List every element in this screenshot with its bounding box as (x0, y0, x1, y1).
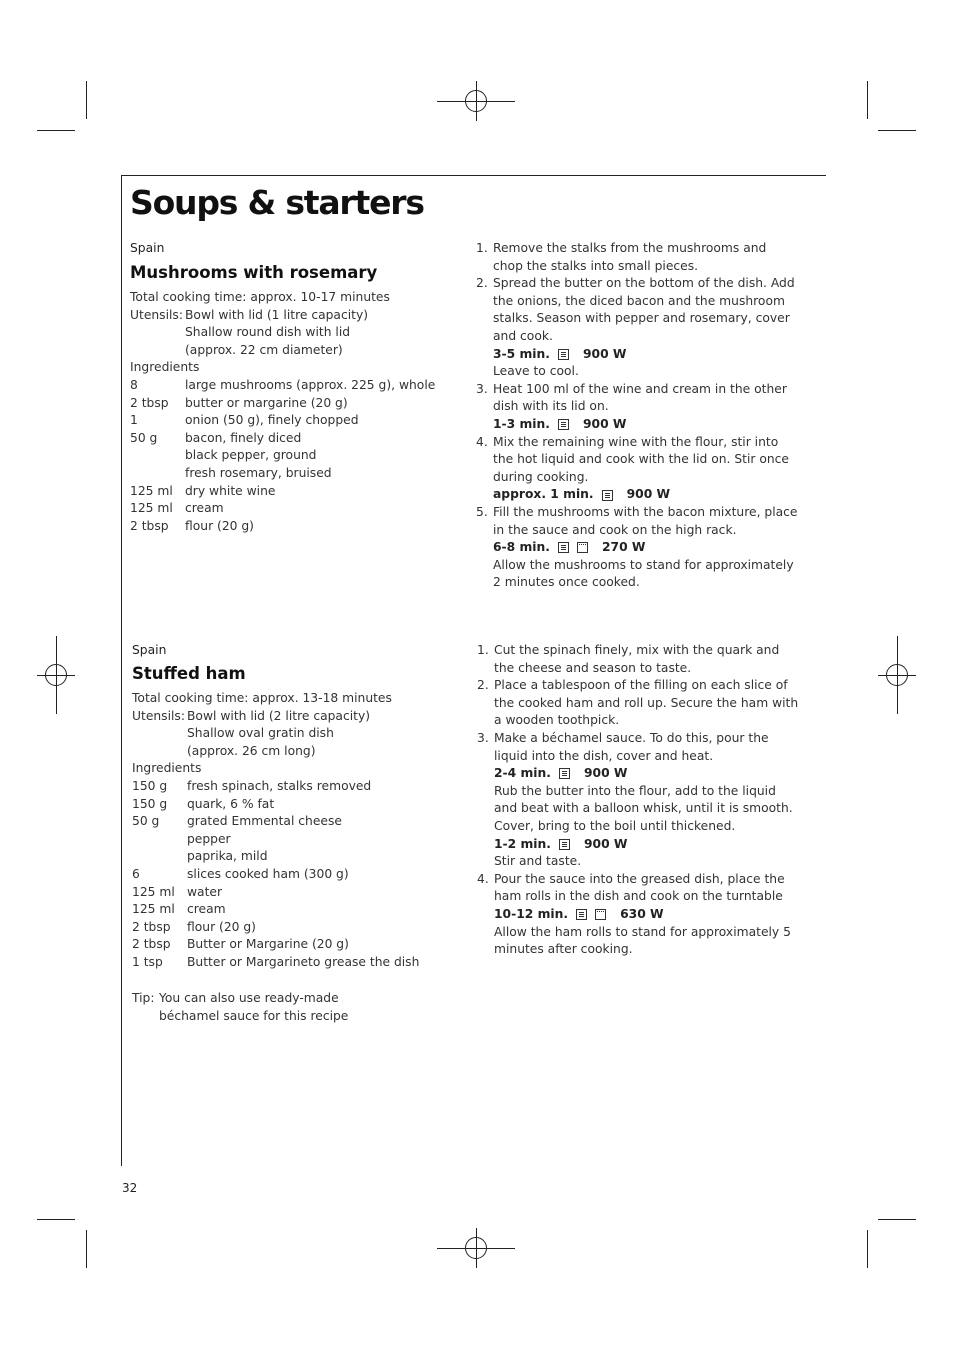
recipe-title: Mushrooms with rosemary (130, 263, 378, 282)
method-step (476, 434, 800, 504)
power-level: 630 W (620, 906, 664, 921)
cook-time: 1-3 min. (493, 416, 550, 431)
power-level: 900 W (583, 766, 628, 781)
step-number: 4. (477, 871, 489, 886)
step-number: 1. (477, 643, 489, 657)
utensil: Bowl with lid (1 litre capacity) (185, 307, 369, 322)
power-level: 900 W (582, 346, 627, 361)
ingredient-row: 150 g quark, 6 % fat (132, 796, 275, 811)
ingredient-row: 50 g grated Emmental cheese (132, 814, 342, 829)
cook-time: 10-12 min. (494, 906, 569, 921)
tip-label: Tip: (132, 991, 155, 1005)
cooking-time: Total cooking time: approx. 10-17 minutes (130, 290, 390, 304)
registration-mark (465, 1237, 487, 1259)
crop-mark (37, 1219, 75, 1220)
step-text: Place a tablespoon of the filling on each slice of the cooked ham and roll up. Secure the ham with a wooden toothpick. (494, 678, 799, 728)
utensil: (approx. 26 cm long) (187, 743, 316, 758)
tip-text: You can also use ready-made béchamel sauce for this recipe (159, 991, 349, 1023)
step-text: Mix the remaining wine with the flour, stir into the hot liquid and cook with the lid on. Stir once during cooking. (493, 434, 790, 484)
microwave-icon (576, 909, 587, 920)
ingredient-row: 2 tbsp flour (20 g) (132, 919, 256, 934)
ingredients-label: Ingredients (132, 761, 202, 776)
crop-mark (878, 130, 916, 131)
ingredient-row: fresh rosemary, bruised (185, 465, 332, 480)
step-number: 3. (477, 730, 489, 745)
cooking-time: Total cooking time: approx. 13-18 minutes (132, 691, 392, 705)
ingredient-row: 50 g bacon, finely diced (130, 430, 302, 445)
ingredient-row: 125 ml water (132, 884, 223, 899)
microwave-icon (559, 839, 570, 850)
method-step (476, 240, 800, 275)
cook-time: 2-4 min. (494, 766, 551, 781)
crop-mark (867, 81, 868, 119)
step-number: 3. (476, 381, 488, 396)
crop-mark (86, 81, 87, 119)
ingredients-label: Ingredients (130, 360, 200, 375)
power-level: 900 W (583, 836, 628, 851)
crop-mark (86, 1230, 87, 1268)
crop-mark (867, 1230, 868, 1268)
ingredient-row: 125 ml dry white wine (130, 483, 276, 498)
cooking-setting (494, 906, 800, 924)
step-number: 4. (476, 434, 488, 449)
ingredient-row: paprika, mild (187, 849, 268, 864)
method-step (477, 871, 800, 959)
step-text: Spread the butter on the bottom of the dish. Add the onions, the diced bacon and the mushroom stalks. Season with pepper and rosemary, cover and cook. (493, 276, 795, 343)
header-rule (121, 175, 826, 176)
recipe-origin: Spain (130, 241, 165, 255)
cooking-setting (493, 539, 800, 557)
microwave-icon (558, 542, 569, 553)
method-step (476, 275, 800, 381)
method-steps (476, 240, 800, 592)
step-text: Cut the spinach finely, mix with the quark and the cheese and season to taste. (494, 643, 780, 675)
ingredient-row: 125 ml cream (132, 902, 226, 917)
power-level: 270 W (601, 540, 646, 555)
cook-time: 3-5 min. (493, 346, 550, 361)
power-level: 900 W (582, 416, 627, 431)
ingredient-row: pepper (187, 831, 231, 846)
microwave-icon (558, 419, 569, 430)
step-number: 2. (477, 678, 489, 693)
ingredient-row: 1 tsp Butter or Margarineto grease the dish (132, 954, 420, 969)
microwave-icon (559, 768, 570, 779)
ingredient-row: 8 large mushrooms (approx. 225 g), whole (130, 377, 436, 392)
ingredient-row: 1 onion (50 g), finely chopped (130, 413, 359, 428)
method-step (476, 381, 800, 434)
step-text: Make a béchamel sauce. To do this, pour the liquid into the dish, cover and heat. (494, 730, 769, 763)
cooking-setting (493, 346, 800, 364)
ingredient-row: 2 tbsp butter or margarine (20 g) (130, 395, 348, 410)
utensils-label: Utensils: (132, 708, 185, 723)
registration-mark (465, 90, 487, 112)
step-text: Allow the ham rolls to stand for approximately 5 minutes after cooking. (494, 924, 791, 957)
step-text: Allow the mushrooms to stand for approximately 2 minutes once cooked. (493, 557, 794, 590)
recipe-info (130, 289, 440, 535)
grill-icon (577, 542, 588, 553)
recipe-info (132, 690, 442, 972)
method-step (477, 677, 800, 730)
recipe-title: Stuffed ham (132, 664, 246, 683)
cooking-setting (493, 416, 800, 434)
cook-time: 1-2 min. (494, 836, 551, 851)
ingredient-row: 6 slices cooked ham (300 g) (132, 866, 349, 881)
method-step (477, 730, 800, 871)
ingredient-row: 2 tbsp Butter or Margarine (20 g) (132, 937, 349, 952)
step-text: Stir and taste. (494, 854, 582, 869)
utensil: Shallow round dish with lid (185, 325, 351, 340)
method-step (477, 642, 800, 677)
step-text: Rub the butter into the flour, add to the liquid and beat with a balloon whisk, until it is smooth. Cover, bring to the boil until thickened. (494, 783, 793, 833)
crop-mark (878, 1219, 916, 1220)
utensils-label: Utensils: (130, 307, 183, 322)
grill-icon (595, 909, 606, 920)
crop-mark (37, 130, 75, 131)
ingredient-row: black pepper, ground (185, 448, 317, 463)
ingredient-row: 125 ml cream (130, 501, 224, 516)
step-text: Leave to cool. (493, 364, 579, 379)
microwave-icon (602, 490, 613, 501)
step-number: 1. (476, 241, 488, 255)
step-text: Heat 100 ml of the wine and cream in the other dish with its lid on. (493, 381, 787, 414)
cooking-setting (493, 486, 800, 504)
utensil: Shallow oval gratin dish (187, 726, 334, 741)
method-steps (477, 642, 800, 959)
margin-rule (121, 175, 122, 1166)
tip-note (132, 990, 402, 1025)
cooking-setting (494, 836, 800, 854)
utensil: Bowl with lid (2 litre capacity) (187, 708, 371, 723)
registration-mark (45, 664, 67, 686)
power-level: 900 W (626, 487, 671, 502)
step-text: Fill the mushrooms with the bacon mixture, place in the sauce and cook on the high rack. (493, 504, 798, 537)
method-step (476, 504, 800, 592)
ingredient-row: 150 g fresh spinach, stalks removed (132, 778, 372, 793)
step-number: 2. (476, 276, 488, 291)
page-title: Soups & starters (130, 183, 424, 222)
step-number: 5. (476, 504, 488, 519)
step-text: Pour the sauce into the greased dish, place the ham rolls in the dish and cook on the turntable (494, 871, 785, 904)
cook-time: 6-8 min. (493, 540, 550, 555)
recipe-origin: Spain (132, 643, 167, 657)
cook-time: approx. 1 min. (493, 487, 594, 502)
utensil: (approx. 22 cm diameter) (185, 342, 343, 357)
cooking-setting (494, 765, 800, 783)
step-text: Remove the stalks from the mushrooms and chop the stalks into small pieces. (493, 241, 767, 273)
ingredient-row: 2 tbsp flour (20 g) (130, 518, 254, 533)
microwave-icon (558, 349, 569, 360)
registration-mark (886, 664, 908, 686)
page-number: 32 (122, 1181, 138, 1195)
